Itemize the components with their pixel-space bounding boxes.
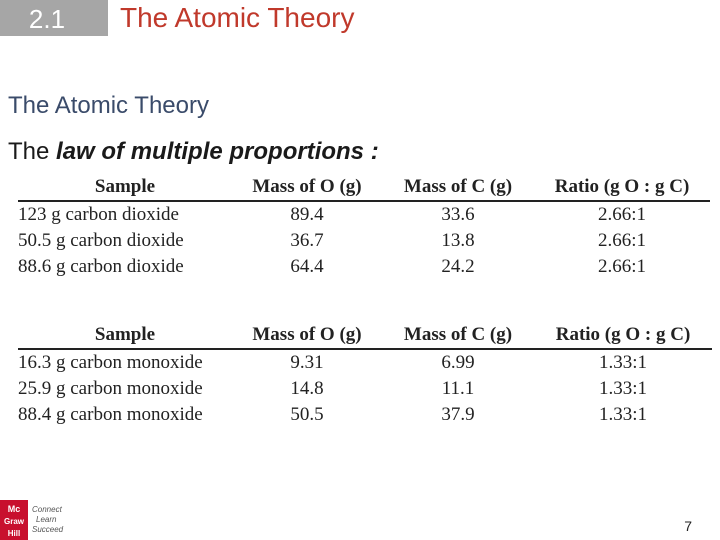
table-row: [18, 254, 710, 280]
column-header-ratio: Ratio (g O : g C): [534, 176, 710, 201]
svg-text:Connect: Connect: [32, 505, 62, 514]
cell-sample: 25.9 g carbon monoxide: [18, 378, 203, 399]
table-row: [18, 402, 712, 428]
cell-mass-o: 36.7: [290, 230, 324, 251]
publisher-logo: [0, 500, 72, 540]
table-row: [18, 349, 712, 376]
cell-mass-c: 24.2: [441, 256, 475, 277]
column-header-sample: Sample: [18, 324, 232, 349]
column-header-mass-c: Mass of C (g): [382, 324, 534, 349]
cell-mass-c: 13.8: [441, 230, 475, 251]
column-header-mass-o: Mass of O (g): [232, 324, 382, 349]
cell-mass-c: 33.6: [441, 204, 475, 225]
table-header-row: [18, 324, 712, 349]
column-header-mass-c: Mass of C (g): [382, 176, 534, 201]
cell-ratio: 1.33:1: [598, 404, 648, 425]
table-row: [18, 201, 710, 228]
cell-mass-c: 11.1: [441, 378, 475, 399]
column-header-sample: Sample: [18, 176, 232, 201]
cell-sample: 88.6 g carbon dioxide: [18, 256, 184, 277]
cell-sample: 50.5 g carbon dioxide: [18, 230, 184, 251]
cell-ratio: 1.33:1: [598, 352, 648, 373]
column-header-mass-o: Mass of O (g): [232, 176, 382, 201]
law-prefix: The: [8, 138, 57, 165]
column-header-ratio: Ratio (g O : g C): [534, 324, 712, 349]
cell-mass-o: 89.4: [290, 204, 324, 225]
cell-sample: 123 g carbon dioxide: [18, 204, 179, 225]
cell-mass-c: 6.99: [441, 352, 475, 373]
carbon-monoxide-table: [18, 324, 712, 428]
table-header-row: [18, 176, 710, 201]
carbon-dioxide-table: [18, 176, 710, 280]
table-row: [18, 228, 710, 254]
cell-ratio: 2.66:1: [597, 256, 647, 277]
svg-text:Graw: Graw: [3, 517, 25, 526]
cell-mass-c: 37.9: [441, 404, 475, 425]
table-row: [18, 376, 712, 402]
cell-ratio: 1.33:1: [598, 378, 648, 399]
section-number: 2.1: [28, 4, 66, 34]
cell-mass-o: 9.31: [290, 352, 324, 373]
law-emphasis: law of multiple proportions :: [56, 138, 379, 165]
cell-mass-o: 14.8: [290, 378, 324, 399]
cell-mass-o: 64.4: [290, 256, 324, 277]
cell-mass-o: 50.5: [290, 404, 324, 425]
svg-text:Hill: Hill: [7, 529, 21, 538]
law-statement: [8, 138, 379, 166]
cell-sample: 16.3 g carbon monoxide: [18, 352, 203, 373]
cell-ratio: 2.66:1: [597, 204, 647, 225]
svg-text:Succeed: Succeed: [32, 525, 64, 534]
slide-subtitle: The Atomic Theory: [8, 92, 209, 119]
svg-text:Learn: Learn: [36, 515, 57, 524]
slide-header-title: The Atomic Theory: [120, 2, 355, 33]
page-number: 7: [684, 518, 692, 534]
cell-sample: 88.4 g carbon monoxide: [18, 404, 203, 425]
svg-text:Mc: Mc: [7, 504, 21, 514]
cell-ratio: 2.66:1: [597, 230, 647, 251]
